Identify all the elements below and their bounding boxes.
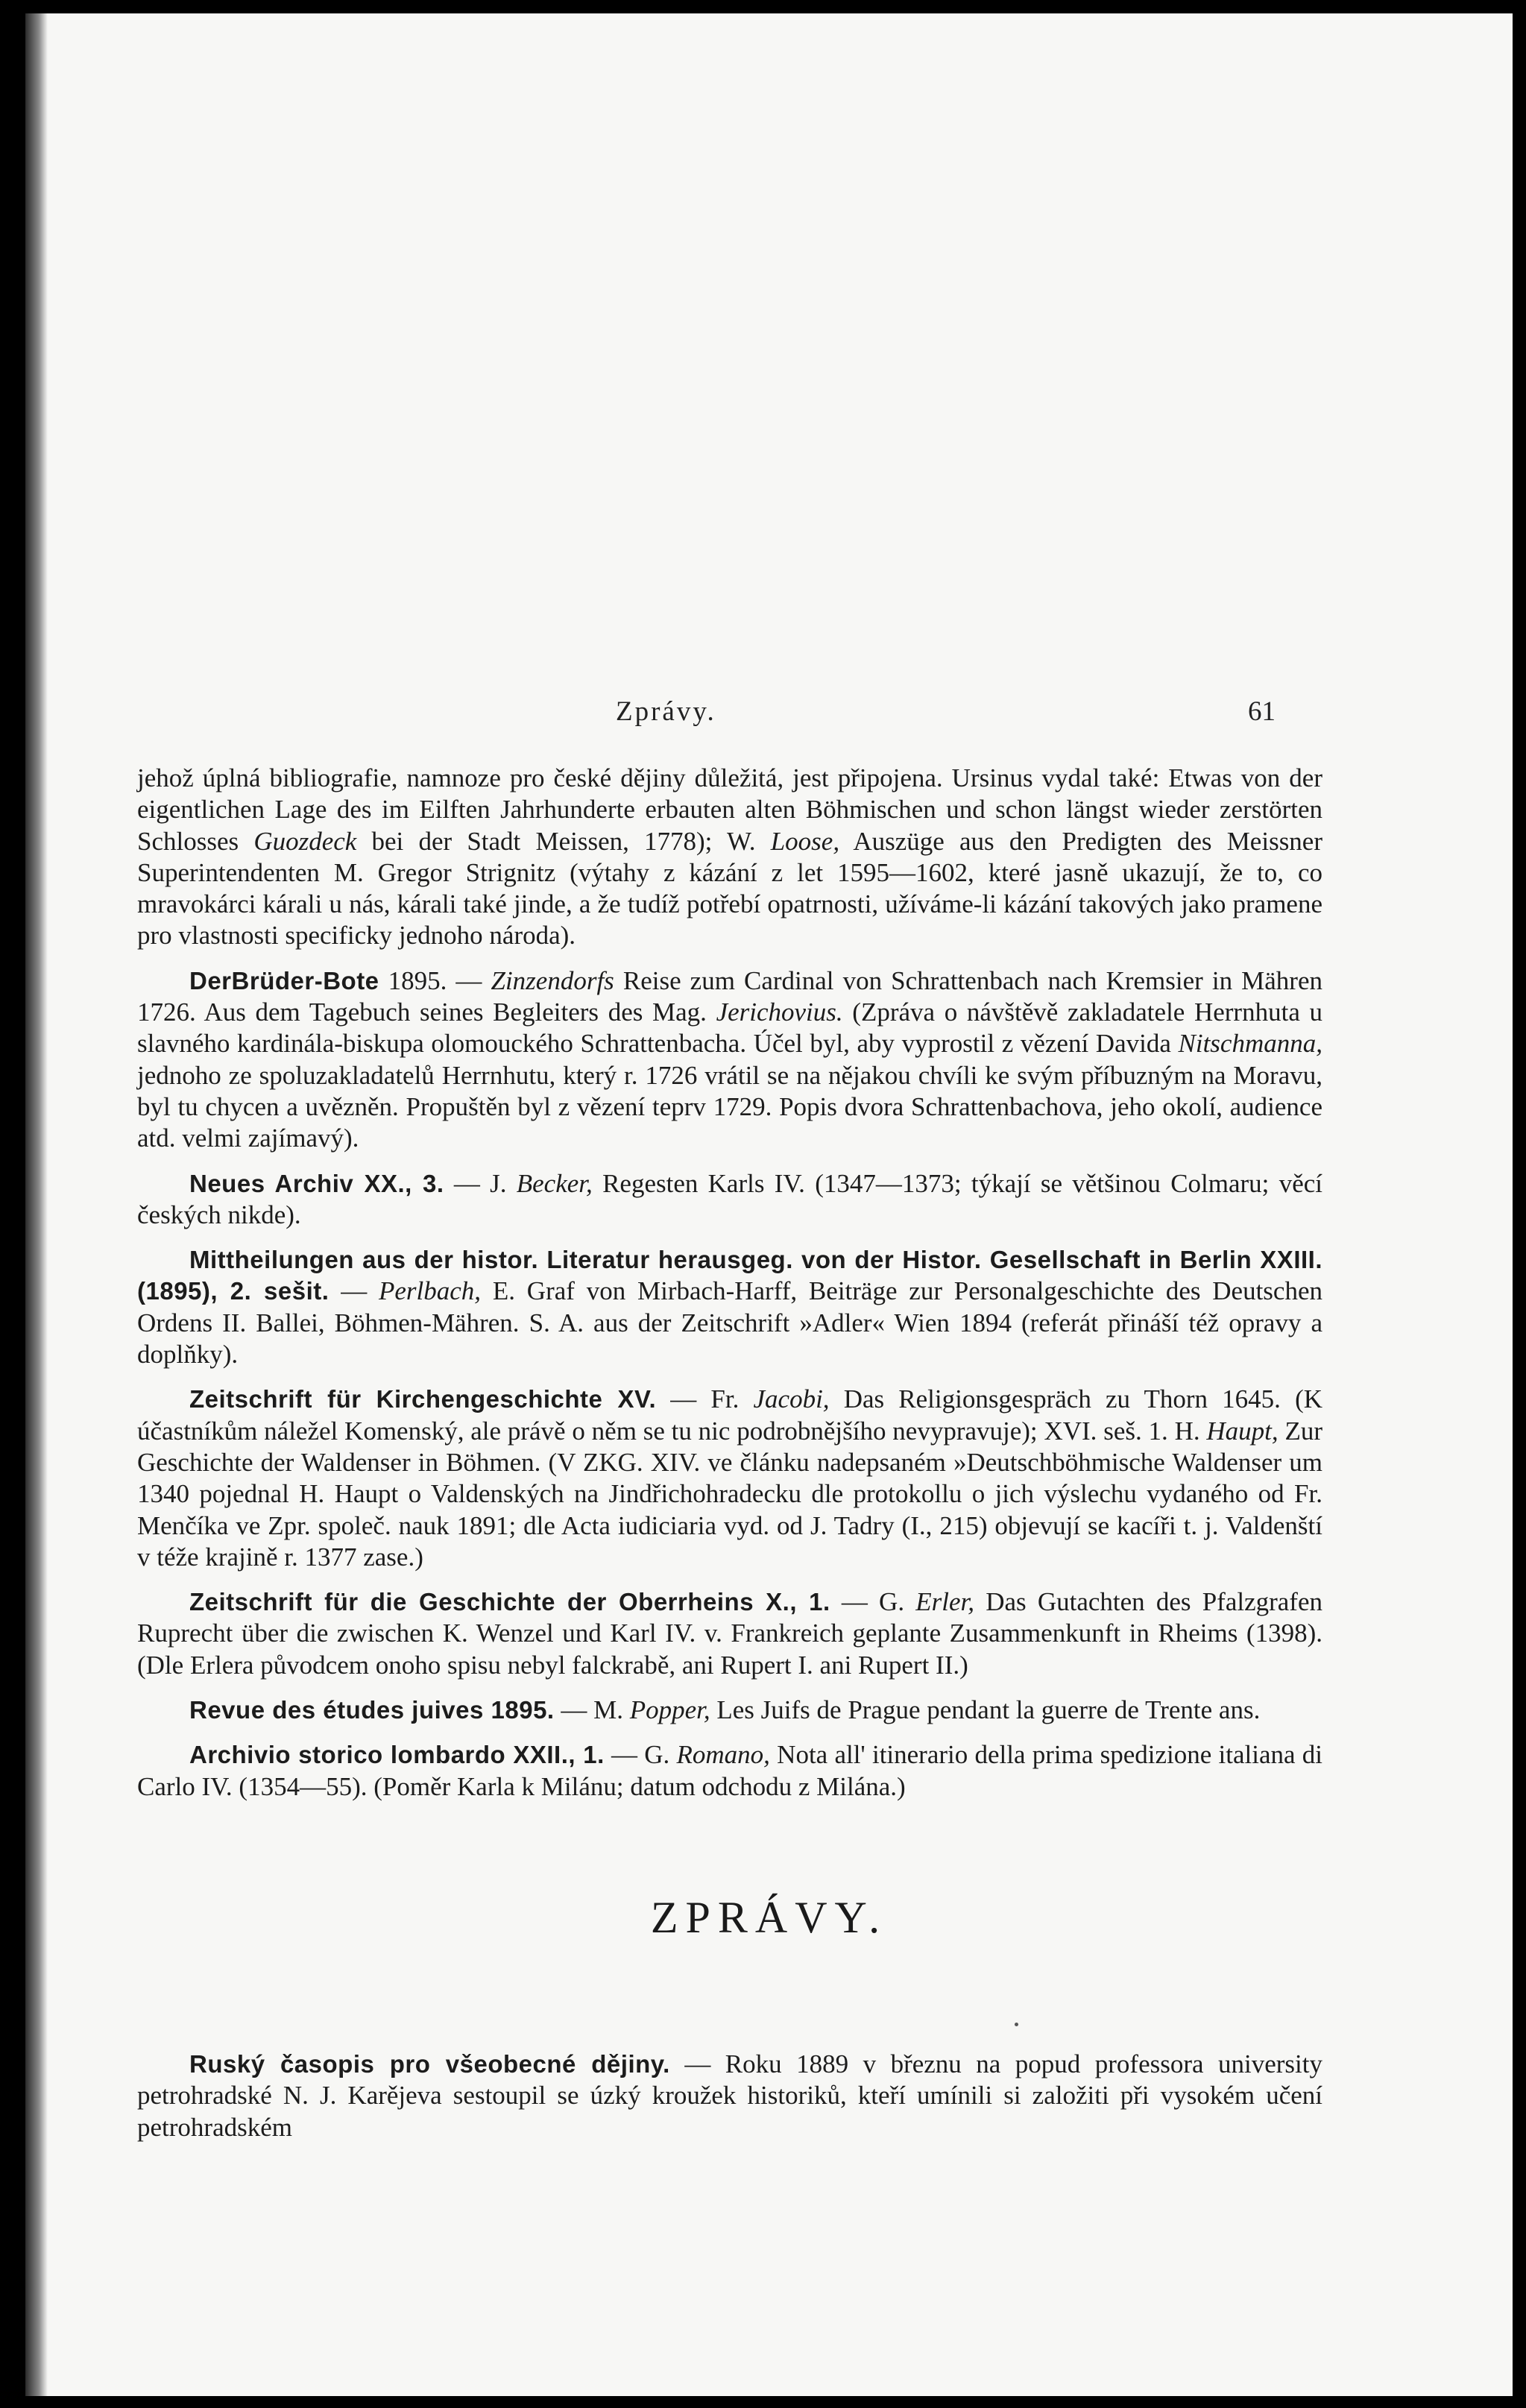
entry-source: Revue des études juives 1895. [189, 1696, 555, 1724]
entry-source: Archivio storico lombardo XXII., 1. [189, 1741, 605, 1769]
entry-source: Zeitschrift für Kirchengeschichte XV. [189, 1385, 657, 1413]
section-text [137, 2049, 1322, 2143]
speck-mark [1015, 2023, 1018, 2026]
section-paragraph: Ruský časopis pro všeobecné dějiny. — Roku 1889 v březnu na popud professora university petrohradské N. J. Karějeva sestoupil se úzký kroužek historiků, kteří umínili si založiti při vysokém učení petrohradském [137, 2049, 1322, 2142]
section-title: ZPRÁVY. [650, 1893, 888, 1942]
entry-revue-juives: Revue des études juives 1895. — M. Popper, Les Juifs de Prague pendant la guerre de Trente ans. [189, 1695, 1261, 1725]
continuation-paragraph: jehož úplná bibliografie, namnoze pro české dějiny důležitá, jest připojena. Ursinus vydal také: Etwas von der eigentlichen Lage des im Eilften Jahrhunderte erbauten alten Böhmischen und schon längst wieder zerstörten Schlosses Guozdeck bei der Stadt Meissen, 1778); W. Loose, Auszüge aus den Predigten des Meissner Superintendenten M. Gregor Strignitz (výtahy z kázání z let 1595—1602, které jasně ukazují, že to, co mravokárci kárali u nás, kárali také jinde, a že tudíž potřebí opatrnosti, užíváme-li kázání takových jako pramene pro vlastnosti specificky jednoho národa). [137, 763, 1323, 951]
main-text [137, 763, 1322, 1816]
entry-source: Mittheilungen aus der histor. Literatur herausgeg. von der Histor. Gesellschaft in Berlin XXIII. (1895), 2. sešit. [137, 1246, 1322, 1305]
entry-oberrhein: Zeitschrift für die Geschichte der Oberrheins X., 1. — G. Erler, Das Gutachten des Pfalzgrafen Ruprecht über die zwischen K. Wenzel und Karl IV. v. Frankreich geplante Zusammenkunft in Rheims (1398). (Dle Erlera původcem onoho spisu nebyl falckrabě, ani Rupert I. ani Rupert II.) [137, 1587, 1322, 1680]
running-head [25, 696, 1513, 740]
entry-source: Neues Archiv XX., 3. [189, 1169, 444, 1197]
entry-source: DerBrüder-Bote [189, 966, 379, 995]
running-head-title: Zprávy. [616, 696, 716, 727]
page-binding-edge [25, 13, 48, 2396]
document-page [25, 13, 1513, 2396]
entry-kirchengeschichte: Zeitschrift für Kirchengeschichte XV. — Fr. Jacobi, Das Religionsgespräch zu Thorn 1645. (K účastníkům náležel Komenský, ale právě o něm se tu nic podrobnějšího nevypravuje); XVI. seš. 1. H. Haupt, Zur Geschichte der Waldenser in Böhmen. (V ZKG. XIV. ve článku nadepsaném »Deutschböhmische Waldenser um 1340 pojednal H. Haupt o Valdenských na Jindřichohradecku dle protokollu o jich výslechu vydaného od Fr. Menčíka ve Zpr. společ. nauk 1891; dle Acta iudiciaria vyd. od J. Tadry (I., 215) objevují se kacíři t. j. Valdenští v téže krajině r. 1377 zase.) [137, 1384, 1322, 1572]
entry-source: Zeitschrift für die Geschichte der Oberrheins X., 1. [189, 1588, 830, 1616]
page-number: 61 [1248, 696, 1276, 727]
section-source: Ruský časopis pro všeobecné dějiny. [189, 2050, 670, 2078]
entry-neues-archiv: Neues Archiv XX., 3. — J. Becker, Regesten Karls IV. (1347—1373; týkají se většinou Colmaru; věcí českých nikde). [137, 1168, 1322, 1229]
entry-archivio-lombardo: Archivio storico lombardo XXII., 1. — G. Romano, Nota all' itinerario della prima spedizione italiana di Carlo IV. (1354—55). (Poměr Karla k Milánu; datum odchodu z Milána.) [137, 1740, 1323, 1801]
entry-bruder-bote: DerBrüder-Bote 1895. — Zinzendorfs Reise zum Cardinal von Schrattenbach nach Kremsier in Mähren 1726. Aus dem Tagebuch seines Begleiters des Mag. Jerichovius. (Zpráva o návštěvě zakladatele Herrnhuta u slavného kardinála-biskupa olomouckého Schrattenbacha. Účel byl, aby vyprostil z vězení Davida Nitschmanna, jednoho ze spoluzakladatelů Herrnhutu, který r. 1726 vrátil se na nějakou chvíli ke svým příbuzným na Moravu, byl tu chycen a uvězněn. Propuštěn byl z vězení teprv 1729. Popis dvora Schrattenbachova, jeho okolí, audience atd. velmi zajímavý). [137, 965, 1322, 1153]
entry-mittheilungen: Mittheilungen aus der histor. Literatur herausgeg. von der Histor. Gesellschaft in Berlin XXIII. (1895), 2. sešit. — Perlbach, E. Graf von Mirbach-Harff, Beiträge zur Personalgeschichte des Deutschen Ordens II. Ballei, Böhmen-Mähren. S. A. aus der Zeitschrift »Adler« Wien 1894 (referát přináší též opravy a doplňky). [137, 1246, 1323, 1370]
